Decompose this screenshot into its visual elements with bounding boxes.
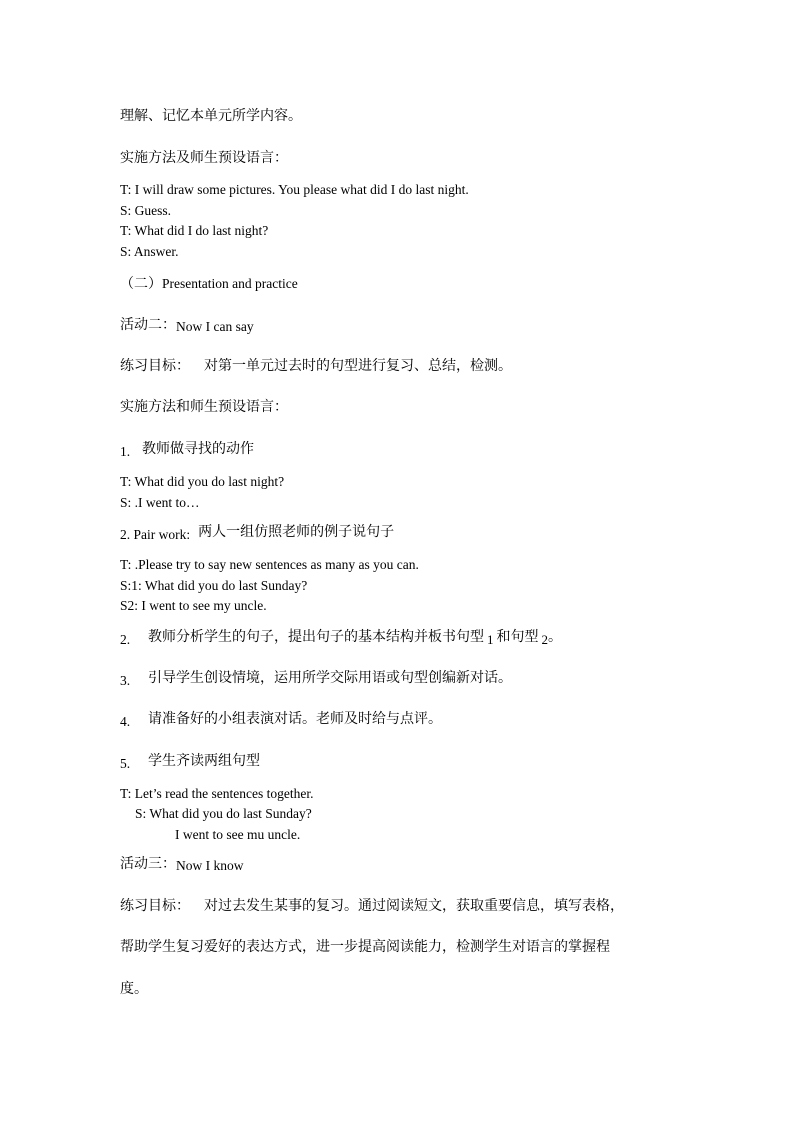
goal-text: 对第一单元过去时的句型进行复习、总结，检测。	[204, 358, 512, 374]
numbered-step	[120, 628, 562, 647]
dialogue-line: S: Answer.	[120, 244, 179, 259]
step-text: 引导学生创设情境，运用所学交际用语或句型创编新对话。	[148, 670, 512, 686]
dialogue-line: T: .Please try to say new sentences as many as you can.	[120, 557, 419, 572]
activity-heading	[120, 316, 254, 335]
step-text: 两人一组仿照老师的例子说句子	[198, 524, 395, 540]
dialogue-line: T: Let’s read the sentences together.	[120, 786, 314, 801]
goal-label: 练习目标：	[120, 358, 190, 374]
paragraph-line: 理解、记忆本单元所学内容。	[120, 108, 302, 124]
step-number: 2.	[120, 632, 131, 647]
dialogue-line: I went to see mu uncle.	[175, 827, 301, 842]
numbered-step	[120, 440, 254, 459]
activity-heading	[120, 855, 244, 874]
dialogue-line: S: .I went to…	[120, 495, 200, 510]
section-number: （二）	[120, 276, 162, 292]
practice-goal	[120, 897, 624, 915]
dialogue-line: S: Guess.	[120, 203, 172, 218]
step-text: 请准备好的小组表演对话。老师及时给与点评。	[148, 711, 442, 727]
activity-label: 活动三：	[120, 856, 176, 872]
activity-label: 活动二：	[120, 317, 176, 333]
numbered-step	[120, 710, 442, 729]
step-text: 学生齐读两组句型	[148, 753, 260, 769]
step-text: 教师分析学生的句子，提出句子的基本结构并板书句型	[148, 629, 484, 645]
dialogue-line: T: I will draw some pictures. You please what did I do last night.	[120, 182, 469, 197]
activity-title: Now I know	[176, 858, 244, 873]
pattern-number: 1	[487, 632, 494, 647]
step-number: 4.	[120, 714, 131, 729]
dialogue-line: S: What did you do last Sunday?	[135, 806, 312, 821]
step-number: 3.	[120, 673, 131, 688]
step-label: 2. Pair work:	[120, 527, 191, 542]
step-number: 1.	[120, 444, 131, 459]
goal-text: 对过去发生某事的复习。通过阅读短文，获取重要信息，填写表格，	[204, 898, 624, 914]
numbered-step	[120, 669, 512, 688]
pattern-number: 2	[541, 632, 548, 647]
dialogue-line: S:1: What did you do last Sunday?	[120, 578, 308, 593]
paragraph-line: 帮助学生复习爱好的表达方式，进一步提高阅读能力，检测学生对语言的掌握程	[120, 939, 610, 955]
paragraph-line: 度。	[120, 981, 148, 997]
step-text: 教师做寻找的动作	[142, 441, 254, 457]
activity-title: Now I can say	[176, 319, 254, 334]
dialogue-line: T: What did you do last night?	[120, 474, 285, 489]
numbered-step	[120, 752, 260, 771]
section-heading: 实施方法和师生预设语言：	[120, 399, 288, 415]
section-heading: 实施方法及师生预设语言：	[120, 150, 288, 166]
section-heading	[120, 275, 298, 294]
step-number: 5.	[120, 756, 131, 771]
dialogue-line: S2: I went to see my uncle.	[120, 598, 267, 613]
step-text: 和句型	[496, 629, 539, 645]
numbered-step	[120, 523, 394, 542]
practice-goal	[120, 357, 512, 375]
dialogue-line: T: What did I do last night?	[120, 223, 269, 238]
section-title: Presentation and practice	[162, 276, 298, 291]
goal-label: 练习目标：	[120, 898, 190, 914]
step-text: 。	[548, 629, 562, 645]
